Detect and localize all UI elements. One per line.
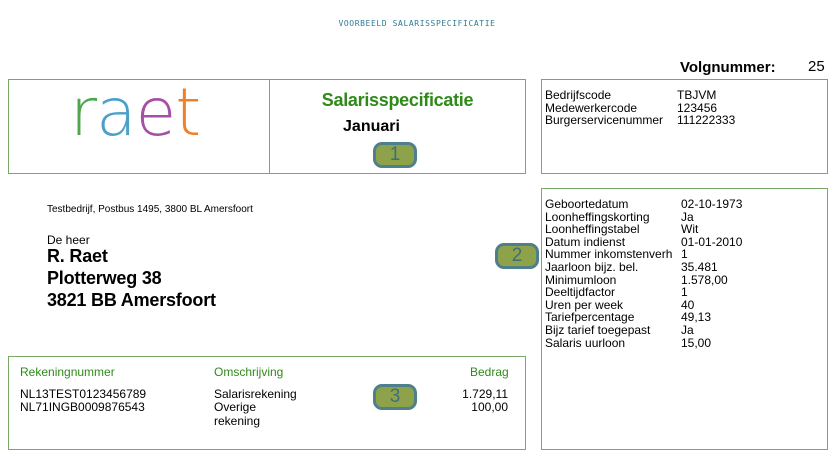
company-value: 111222333 bbox=[677, 113, 736, 128]
detail-key: Salaris uurloon bbox=[545, 335, 626, 350]
detail-row bbox=[545, 337, 742, 350]
personal-details-list bbox=[545, 198, 742, 349]
detail-value: 1 bbox=[681, 247, 688, 262]
detail-value: 35.481 bbox=[681, 259, 718, 274]
recipient-city: 3821 BB Amersfoort bbox=[47, 290, 216, 310]
logo-letter-r: r bbox=[70, 74, 97, 151]
detail-row bbox=[545, 223, 742, 236]
detail-value: Ja bbox=[681, 322, 694, 337]
document-title: Salarisspecificatie bbox=[321, 90, 474, 110]
detail-value: 15,00 bbox=[681, 335, 712, 350]
detail-value: 02-10-1973 bbox=[681, 197, 743, 211]
callout-marker-3: 3 bbox=[373, 384, 417, 410]
detail-value: 49,13 bbox=[681, 310, 712, 325]
detail-row bbox=[545, 286, 742, 299]
detail-key: Loonheffingstabel bbox=[545, 222, 640, 237]
detail-value: Ja bbox=[681, 209, 694, 224]
sender-address: Testbedrijf, Postbus 1495, 3800 BL Amersfoort bbox=[47, 204, 253, 215]
bank-header-description: Omschrijving bbox=[214, 365, 284, 379]
detail-key: Geboortedatum bbox=[545, 197, 629, 211]
detail-key: Bijz tarief toegepast bbox=[545, 322, 651, 337]
detail-key: Minimumloon bbox=[545, 272, 617, 287]
volgnummer-label: Volgnummer: bbox=[680, 59, 776, 76]
detail-value: 1.578,00 bbox=[681, 272, 728, 287]
company-key: Medewerkercode bbox=[545, 100, 638, 115]
company-row bbox=[545, 89, 735, 102]
logo-letter-e: e bbox=[135, 74, 176, 151]
detail-value: 1 bbox=[681, 285, 688, 300]
callout-marker-1: 1 bbox=[373, 142, 417, 168]
detail-key: Nummer inkomstenverh bbox=[545, 247, 673, 262]
raet-logo bbox=[70, 74, 201, 151]
detail-value: Wit bbox=[681, 222, 699, 237]
recipient-salutation: De heer bbox=[47, 233, 90, 247]
detail-key: Uren per week bbox=[545, 297, 624, 312]
company-info-list bbox=[545, 89, 735, 127]
detail-key: Datum indienst bbox=[545, 234, 626, 249]
bank-account-number: NL71INGB0009876543 bbox=[20, 400, 145, 414]
detail-key: Jaarloon bijz. bel. bbox=[545, 259, 639, 274]
logo-letter-a: a bbox=[96, 74, 136, 151]
recipient-name: R. Raet bbox=[47, 246, 108, 266]
volgnummer-value: 25 bbox=[808, 58, 825, 75]
bank-description: Overige rekening bbox=[214, 400, 261, 428]
bank-header-amount: Bedrag bbox=[470, 365, 509, 379]
document-header-title: VOORBEELD SALARISSPECIFICATIE bbox=[338, 19, 496, 28]
bank-amount: 100,00 bbox=[471, 400, 508, 414]
detail-row bbox=[545, 261, 742, 274]
bank-amount: 1.729,11 bbox=[462, 387, 508, 401]
bank-header-account: Rekeningnummer bbox=[20, 365, 115, 379]
detail-row bbox=[545, 198, 742, 211]
detail-value: 40 bbox=[681, 297, 695, 312]
logo-letter-t: t bbox=[175, 74, 201, 151]
detail-key: Loonheffingskorting bbox=[545, 209, 650, 224]
callout-marker-2: 2 bbox=[495, 243, 539, 269]
company-value: 123456 bbox=[677, 100, 718, 115]
bank-description: Salarisrekening bbox=[214, 387, 297, 401]
company-value: TBJVM bbox=[677, 88, 717, 102]
company-key: Burgerservicenummer bbox=[545, 113, 664, 128]
bank-account-number: NL13TEST0123456789 bbox=[20, 387, 147, 401]
detail-key: Tariefpercentage bbox=[545, 310, 635, 325]
recipient-street: Plotterweg 38 bbox=[47, 268, 162, 288]
detail-value: 01-01-2010 bbox=[681, 234, 743, 249]
period-month: Januari bbox=[343, 118, 400, 135]
company-row bbox=[545, 114, 735, 127]
company-key: Bedrijfscode bbox=[545, 88, 612, 102]
detail-row bbox=[545, 324, 742, 337]
detail-key: Deeltijdfactor bbox=[545, 285, 616, 300]
